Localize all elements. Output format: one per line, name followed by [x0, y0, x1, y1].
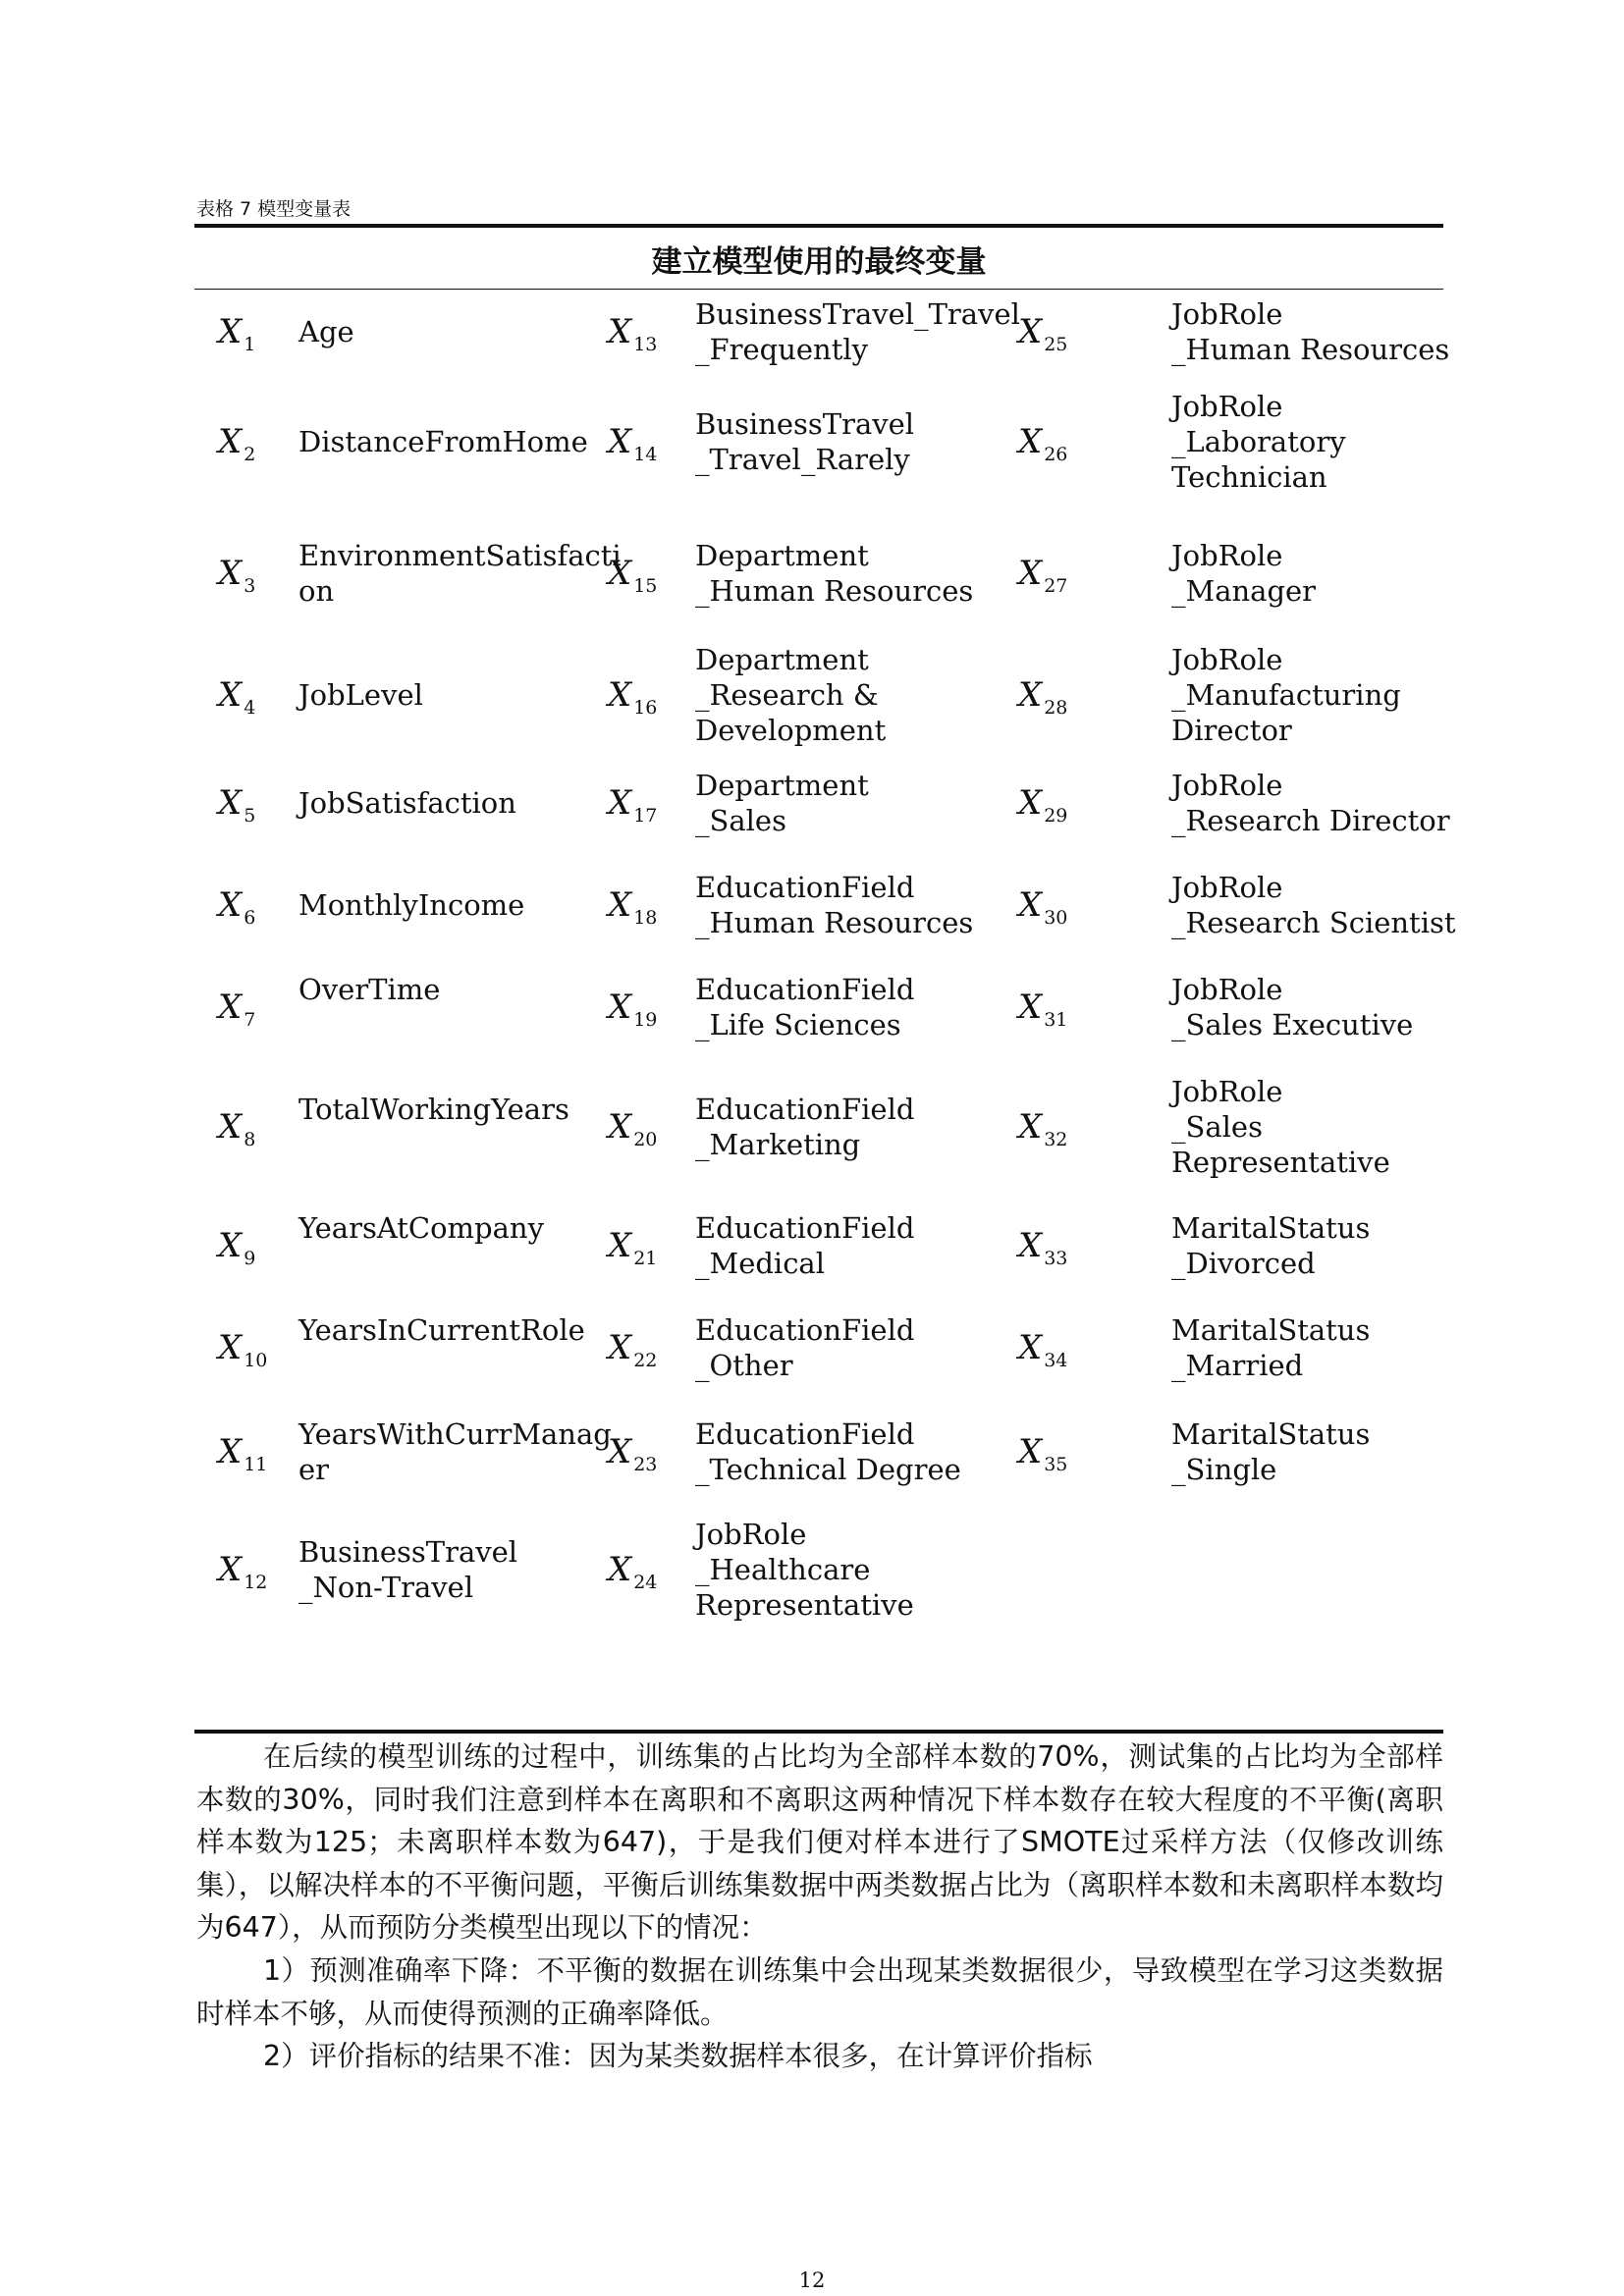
variable-index: 30 [1044, 907, 1068, 929]
list-item-2: 2）评价指标的结果不准：因为某类数据样本很多，在计算评价指标 [263, 2040, 1093, 2073]
variable-name: OverTime [298, 973, 441, 1006]
variable-symbol: X $_{16}$ [608, 675, 658, 719]
variable-index: 12 [244, 1572, 268, 1593]
table-row [194, 1297, 1443, 1399]
variable-index: 1 [244, 334, 256, 355]
variable-symbol: X $_3$ [218, 554, 256, 597]
variable-name: EducationField _Other [695, 1313, 915, 1382]
variable-index: 4 [244, 697, 256, 719]
variable-index: 22 [633, 1350, 658, 1371]
variable-name: JobRole _Human Resources [1171, 297, 1450, 366]
table-row [194, 637, 1443, 752]
variable-index: 10 [244, 1350, 268, 1371]
variable-name: TotalWorkingYears [298, 1093, 569, 1126]
variable-index: 19 [633, 1009, 658, 1031]
variable-name: YearsAtCompany [298, 1211, 544, 1245]
variable-index: 9 [244, 1248, 256, 1269]
variable-symbol: X $_5$ [218, 783, 256, 827]
variable-index: 13 [633, 334, 658, 355]
variable-symbol: X $_{12}$ [218, 1550, 268, 1593]
variable-symbol: X $_7$ [218, 988, 256, 1031]
variable-symbol: X $_{17}$ [608, 783, 658, 827]
variable-symbol: X $_1$ [218, 312, 256, 355]
page-number: 12 [798, 2269, 826, 2292]
variable-index: 23 [633, 1454, 658, 1475]
variable-name: EducationField _Technical Degree [695, 1417, 961, 1486]
variable-symbol: X $_{18}$ [608, 885, 658, 929]
variable-index: 15 [633, 575, 658, 597]
variable-index: 25 [1044, 334, 1068, 355]
variable-name: DistanceFromHome [298, 425, 588, 458]
variable-symbol: X $_{19}$ [608, 988, 658, 1031]
variable-symbol: X $_4$ [218, 675, 256, 719]
table-top-rule [194, 224, 1443, 228]
variable-name: JobRole _Manager [1171, 539, 1317, 608]
variable-symbol: X $_{35}$ [1018, 1432, 1068, 1475]
variable-index: 11 [244, 1454, 268, 1475]
variable-symbol: X $_{21}$ [608, 1226, 658, 1269]
table-bottom-rule [194, 1730, 1443, 1734]
variable-symbol: X $_8$ [218, 1107, 256, 1150]
variable-index: 21 [633, 1248, 658, 1269]
variable-symbol: X $_{11}$ [218, 1432, 268, 1475]
variable-index: 18 [633, 907, 658, 929]
variable-index: 34 [1044, 1350, 1068, 1371]
variable-index: 33 [1044, 1248, 1068, 1269]
variable-name: JobSatisfaction [298, 786, 516, 820]
variable-name: JobLevel [298, 678, 423, 712]
variable-name: JobRole _Research Director [1171, 769, 1450, 837]
variable-index: 5 [244, 805, 256, 827]
table-header-rule [194, 289, 1443, 290]
variable-index: 27 [1044, 575, 1068, 597]
table-row [194, 373, 1443, 509]
variable-name: Department _Human Resources [695, 539, 974, 608]
variable-symbol: X $_{10}$ [218, 1328, 268, 1371]
variable-name: EnvironmentSatisfacti on [298, 539, 622, 608]
variable-name: JobRole _Laboratory Technician [1171, 390, 1346, 494]
variable-index: 7 [244, 1009, 256, 1031]
table-title: 建立模型使用的最终变量 [651, 244, 987, 280]
list-item-1: 1）预测准确率下降：不平衡的数据在训练集中会出现某类数据很少，导致模型在学习这类数据时样本不够，从而使得预测的正确率降低。 [196, 1953, 1443, 2030]
variable-name: JobRole _Sales Representative [1171, 1075, 1390, 1179]
variable-index: 17 [633, 805, 658, 827]
variable-name: EducationField _Human Resources [695, 871, 974, 939]
variable-index: 2 [244, 444, 256, 465]
variable-index: 20 [633, 1129, 658, 1150]
variable-index: 31 [1044, 1009, 1068, 1031]
table-row [194, 955, 1443, 1058]
variable-index: 26 [1044, 444, 1068, 465]
variable-name: JobRole _Manufacturing Director [1171, 643, 1401, 747]
variable-name: Age [298, 315, 354, 348]
variable-name: YearsWithCurrManag er [298, 1417, 612, 1486]
table-row [194, 1195, 1443, 1297]
variable-symbol: X $_{28}$ [1018, 675, 1068, 719]
variable-symbol: X $_{34}$ [1018, 1328, 1068, 1371]
variable-name: BusinessTravel _Travel_Rarely [695, 407, 915, 476]
table-row [194, 854, 1456, 955]
variable-index: 16 [633, 697, 658, 719]
table-row [194, 1058, 1443, 1195]
variable-symbol: X $_{13}$ [608, 312, 658, 355]
variable-symbol: X $_{20}$ [608, 1107, 658, 1150]
variable-symbol: X $_{30}$ [1018, 885, 1068, 929]
table-caption: 表格 7 模型变量表 [196, 198, 352, 220]
variable-symbol: X $_2$ [218, 422, 256, 465]
variable-symbol: X $_9$ [218, 1226, 256, 1269]
variable-index: 32 [1044, 1129, 1068, 1150]
variable-symbol: X $_{22}$ [608, 1328, 658, 1371]
variable-name: JobRole _Healthcare Representative [695, 1518, 914, 1622]
variable-symbol: X $_{32}$ [1018, 1107, 1068, 1150]
variable-name: Department _Research & Development [695, 643, 887, 747]
variable-name: BusinessTravel _Non-Travel [298, 1535, 518, 1604]
variable-name: MaritalStatus _Married [1171, 1313, 1371, 1382]
variable-name: EducationField _Medical [695, 1211, 915, 1280]
variable-symbol: X $_{23}$ [608, 1432, 658, 1475]
table-row [194, 752, 1450, 854]
variable-name: Department _Sales [695, 769, 869, 837]
table-row [194, 1399, 1443, 1504]
variable-name: BusinessTravel_Travel _Frequently [695, 297, 1020, 366]
variable-name: YearsInCurrentRole [298, 1313, 585, 1347]
variable-symbol: X $_{25}$ [1018, 312, 1068, 355]
variable-index: 8 [244, 1129, 256, 1150]
variable-index: 14 [633, 444, 658, 465]
variable-table [194, 291, 1456, 1635]
table-row [194, 291, 1450, 373]
variable-index: 29 [1044, 805, 1068, 827]
variable-symbol: X $_{31}$ [1018, 988, 1068, 1031]
variable-name: EducationField _Life Sciences [695, 973, 915, 1041]
variable-name: MonthlyIncome [298, 888, 525, 922]
variable-symbol: X $_6$ [218, 885, 256, 929]
variable-index: 3 [244, 575, 256, 597]
variable-symbol: X $_{26}$ [1018, 422, 1068, 465]
variable-symbol: X $_{29}$ [1018, 783, 1068, 827]
variable-symbol: X $_{33}$ [1018, 1226, 1068, 1269]
variable-symbol: X $_{27}$ [1018, 554, 1068, 597]
variable-symbol: X $_{15}$ [608, 554, 658, 597]
variable-symbol: X $_{24}$ [608, 1550, 658, 1593]
variable-index: 35 [1044, 1454, 1068, 1475]
paragraph: 在后续的模型训练的过程中，训练集的占比均为全部样本数的70%，测试集的占比均为全部样本数的30%，同时我们注意到样本在离职和不离职这两种情况下样本数存在较大程度的不平衡(离职样本数为125；未离职样本数为647)，于是我们便对样本进行了SMOTE过采样方法（仅修改训练集），以解决样本的不平衡问题，平衡后训练集数据中两类数据占比为（离职样本数和未离职样本数均为647），从而预防分类模型出现以下的情况： [196, 1740, 1443, 1945]
variable-index: 24 [633, 1572, 658, 1593]
table-row [194, 509, 1443, 637]
variable-index: 28 [1044, 697, 1068, 719]
variable-index: 6 [244, 907, 256, 929]
variable-name: JobRole _Research Scientist [1171, 871, 1456, 939]
body-text [196, 1735, 1443, 2078]
table-row [194, 1504, 1443, 1635]
variable-symbol: X $_{14}$ [608, 422, 658, 465]
variable-name: EducationField _Marketing [695, 1093, 915, 1161]
variable-name: MaritalStatus _Single [1171, 1417, 1371, 1486]
variable-name: JobRole _Sales Executive [1171, 973, 1414, 1041]
variable-name: MaritalStatus _Divorced [1171, 1211, 1371, 1280]
